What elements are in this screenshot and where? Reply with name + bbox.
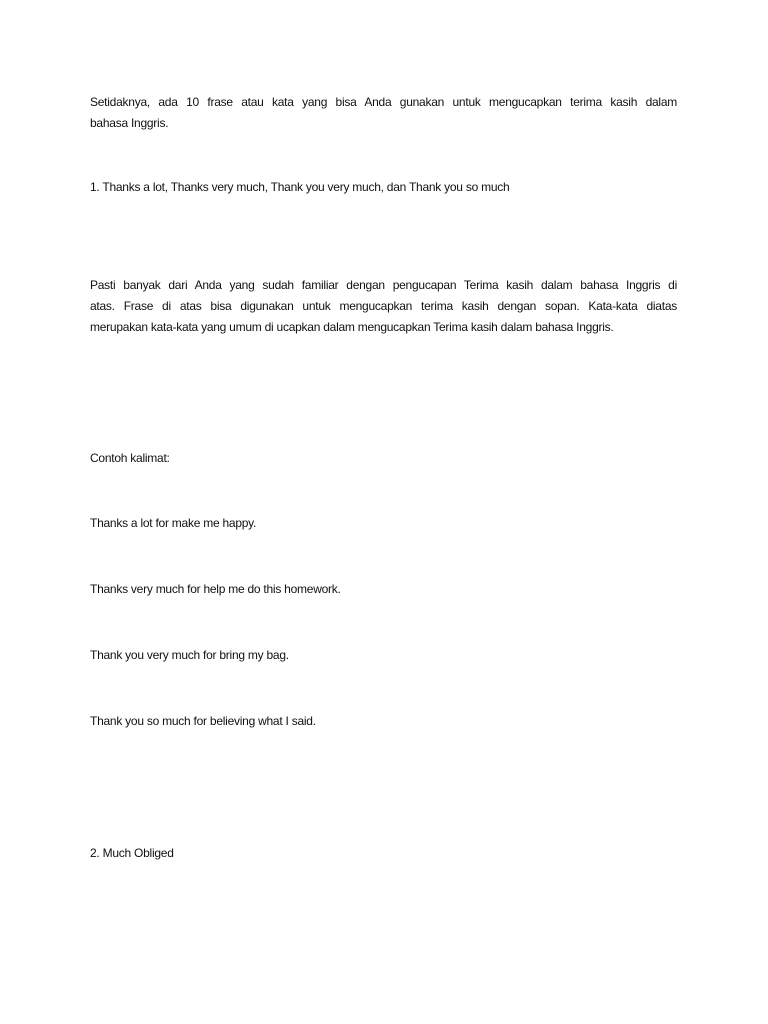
paragraph-1-line-2: atas. Frase di atas bisa digunakan untuk mengucapkan terima kasih dengan sopan. Kata-kata diatas [90, 299, 677, 313]
intro-line-2: bahasa Inggris. [90, 116, 169, 130]
paragraph-1-line-3: merupakan kata-kata yang umum di ucapkan dalam mengucapkan Terima kasih dalam bahasa Inggris. [90, 320, 614, 334]
heading-2: 2. Much Obliged [90, 846, 174, 860]
paragraph-1 [90, 275, 677, 338]
example-sentence: Thank you very much for bring my bag. [90, 648, 289, 662]
example-sentence: Thanks very much for help me do this homework. [90, 582, 341, 596]
example-sentence: Thank you so much for believing what I said. [90, 714, 316, 728]
intro-paragraph [90, 92, 677, 134]
examples-label: Contoh kalimat: [90, 451, 170, 465]
intro-line-1: Setidaknya, ada 10 frase atau kata yang bisa Anda gunakan untuk mengucapkan terima kasih dalam [90, 95, 677, 109]
example-sentence: Thanks a lot for make me happy. [90, 516, 257, 530]
paragraph-1-line-1: Pasti banyak dari Anda yang sudah familiar dengan pengucapan Terima kasih dalam bahasa Inggris di [90, 278, 677, 292]
heading-1: 1. Thanks a lot, Thanks very much, Thank you very much, dan Thank you so much [90, 180, 510, 194]
